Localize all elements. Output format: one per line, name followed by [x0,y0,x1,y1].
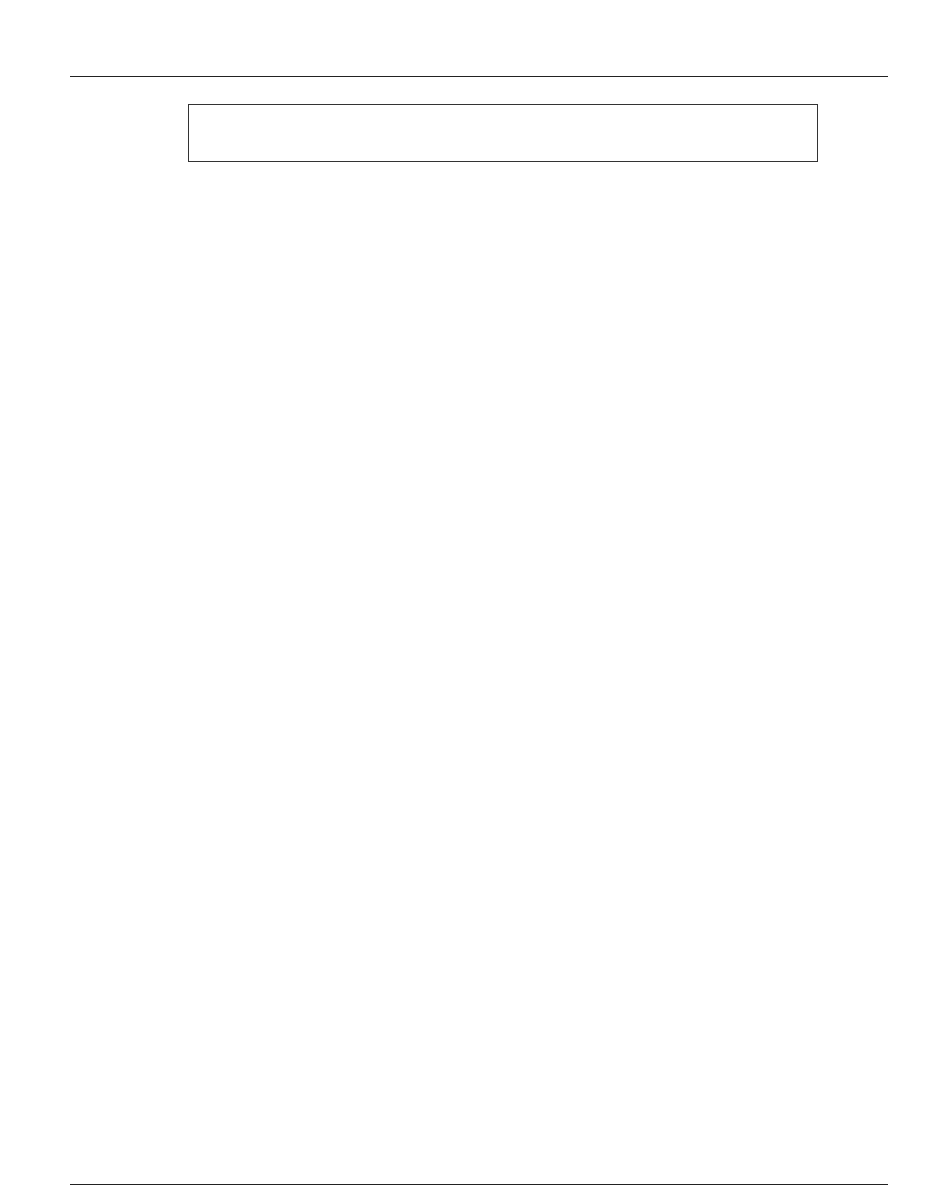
header-divider [70,76,888,77]
model-legend-box [188,104,818,162]
footer-divider [70,1184,888,1185]
